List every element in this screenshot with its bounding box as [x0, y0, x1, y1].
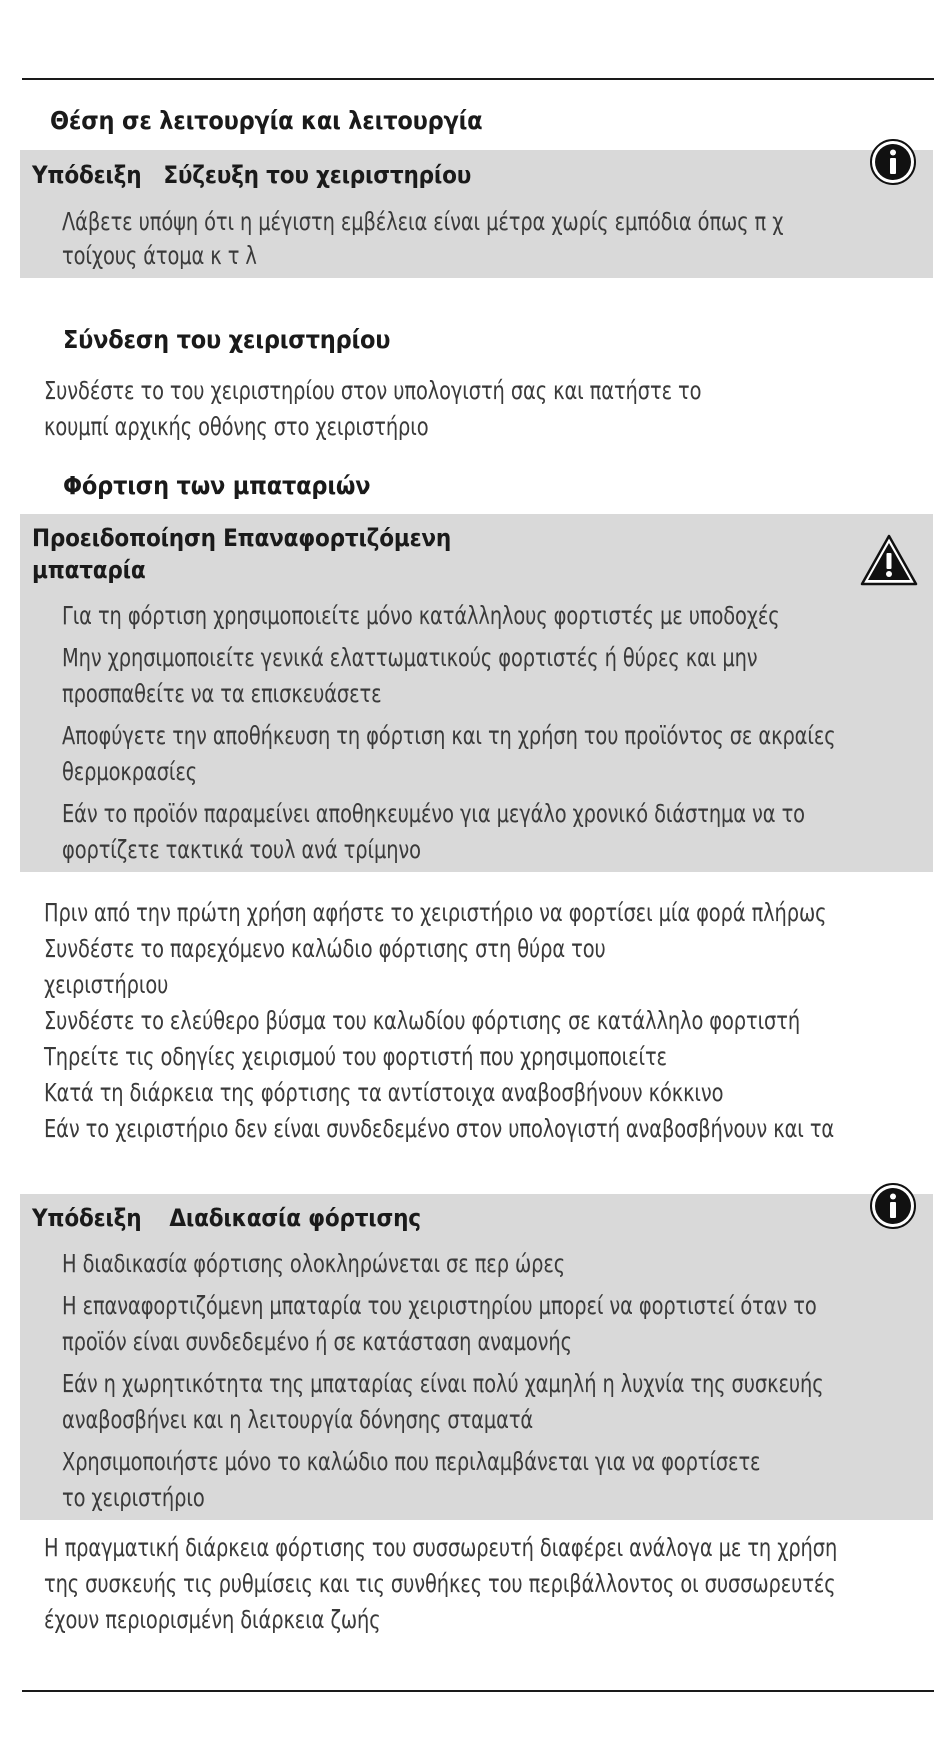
info-circle-icon — [870, 139, 916, 185]
step-line: χειριστήριου — [44, 970, 169, 999]
note-line: Η διαδικασία φόρτισης ολοκληρώνεται σε περ ώρες — [62, 1249, 566, 1278]
note-line: Χρησιμοποιήστε μόνο το καλώδιο που περιλαμβάνεται για να φορτίσετε — [62, 1447, 761, 1476]
warning-line: Εάν το προϊόν παραμείνει αποθηκευμένο για μεγάλο χρονικό διάστημα να το — [62, 799, 805, 828]
warning-line: προσπαθείτε να τα επισκευάσετε — [62, 679, 382, 708]
note-charging-box — [20, 1194, 933, 1520]
top-rule — [22, 78, 934, 80]
warning-line: φορτίζετε τακτικά τουλ ανά τρίμηνο — [62, 835, 421, 864]
closing-line: έχουν περιορισμένη διάρκεια ζωής — [44, 1605, 381, 1634]
warning-line: θερμοκρασίες — [62, 757, 198, 786]
note-line: τοίχους άτομα κ τ λ — [62, 241, 257, 270]
note-line: αναβοσβήνει και η λειτουργία δόνησης σταματά — [62, 1405, 534, 1434]
note-title-text: Διαδικασία φόρτισης — [169, 1204, 421, 1232]
note-line: Η επαναφορτιζόμενη μπαταρία του χειριστηρίου μπορεί να φορτιστεί όταν το — [62, 1291, 817, 1320]
note-title-text: Σύζευξη του χειριστηρίου — [163, 161, 472, 189]
warning-line: Για τη φόρτιση χρησιμοποιείτε μόνο κατάλληλους φορτιστές με υποδοχές — [62, 601, 780, 630]
connect-title: Σύνδεση του χειριστηρίου — [63, 325, 391, 354]
section-title: Θέση σε λειτουργία και λειτουργία — [50, 106, 483, 135]
warning-line: Αποφύγετε την αποθήκευση τη φόρτιση και τη χρήση του προϊόντος σε ακραίες — [62, 721, 836, 750]
warning-title-line2: μπαταρία — [32, 556, 146, 584]
note-line: το χειριστήριο — [62, 1483, 205, 1512]
warning-line: Μην χρησιμοποιείτε γενικά ελαττωματικούς φορτιστές ή θύρες και μην — [62, 643, 758, 672]
note-charging-title — [32, 1202, 421, 1234]
warning-title-line1: Προειδοποίηση Επαναφορτιζόμενη — [32, 524, 452, 552]
note-line: Εάν η χωρητικότητα της μπαταρίας είναι πολύ χαμηλή η λυχνία της συσκευής — [62, 1369, 824, 1398]
closing-line: Η πραγματική διάρκεια φόρτισης του συσσωρευτή διαφέρει ανάλογα με τη χρήση — [44, 1533, 838, 1562]
note-label: Υπόδειξη — [32, 161, 142, 189]
step-line: Κατά τη διάρκεια της φόρτισης τα αντίστοιχα αναβοσβήνουν κόκκινο — [44, 1078, 724, 1107]
note-pairing-box — [20, 150, 933, 278]
warning-battery-box — [20, 514, 933, 872]
step-line: Τηρείτε τις οδηγίες χειρισμού του φορτιστή που χρησιμοποιείτε — [44, 1042, 667, 1071]
body-line: Συνδέστε το του χειριστηρίου στον υπολογιστή σας και πατήστε το — [44, 376, 702, 405]
body-line: κουμπί αρχικής οθόνης στο χειριστήριο — [44, 412, 429, 441]
step-line: Συνδέστε το παρεχόμενο καλώδιο φόρτισης στη θύρα του — [44, 934, 606, 963]
note-line: προϊόν είναι συνδεδεμένο ή σε κατάσταση αναμονής — [62, 1327, 572, 1356]
charging-title: Φόρτιση των μπαταριών — [63, 471, 371, 500]
note-line: Λάβετε υπόψη ότι η μέγιστη εμβέλεια είναι μέτρα χωρίς εμπόδια όπως π χ — [62, 207, 784, 236]
note-label: Υπόδειξη — [32, 1204, 142, 1232]
info-circle-icon — [870, 1183, 916, 1229]
closing-line: της συσκευής τις ρυθμίσεις και τις συνθήκες του περιβάλλοντος οι συσσωρευτές — [44, 1569, 836, 1598]
step-line: Συνδέστε το ελεύθερο βύσμα του καλωδίου φόρτισης σε κατάλληλο φορτιστή — [44, 1006, 801, 1035]
note-pairing-title — [32, 159, 471, 191]
bottom-rule — [22, 1690, 934, 1692]
step-line: Πριν από την πρώτη χρήση αφήστε το χειριστήριο να φορτίσει μία φορά πλήρως — [44, 898, 827, 927]
warning-triangle-icon — [860, 534, 918, 586]
step-line: Εάν το χειριστήριο δεν είναι συνδεδεμένο στον υπολογιστή αναβοσβήνουν και τα — [44, 1114, 835, 1143]
